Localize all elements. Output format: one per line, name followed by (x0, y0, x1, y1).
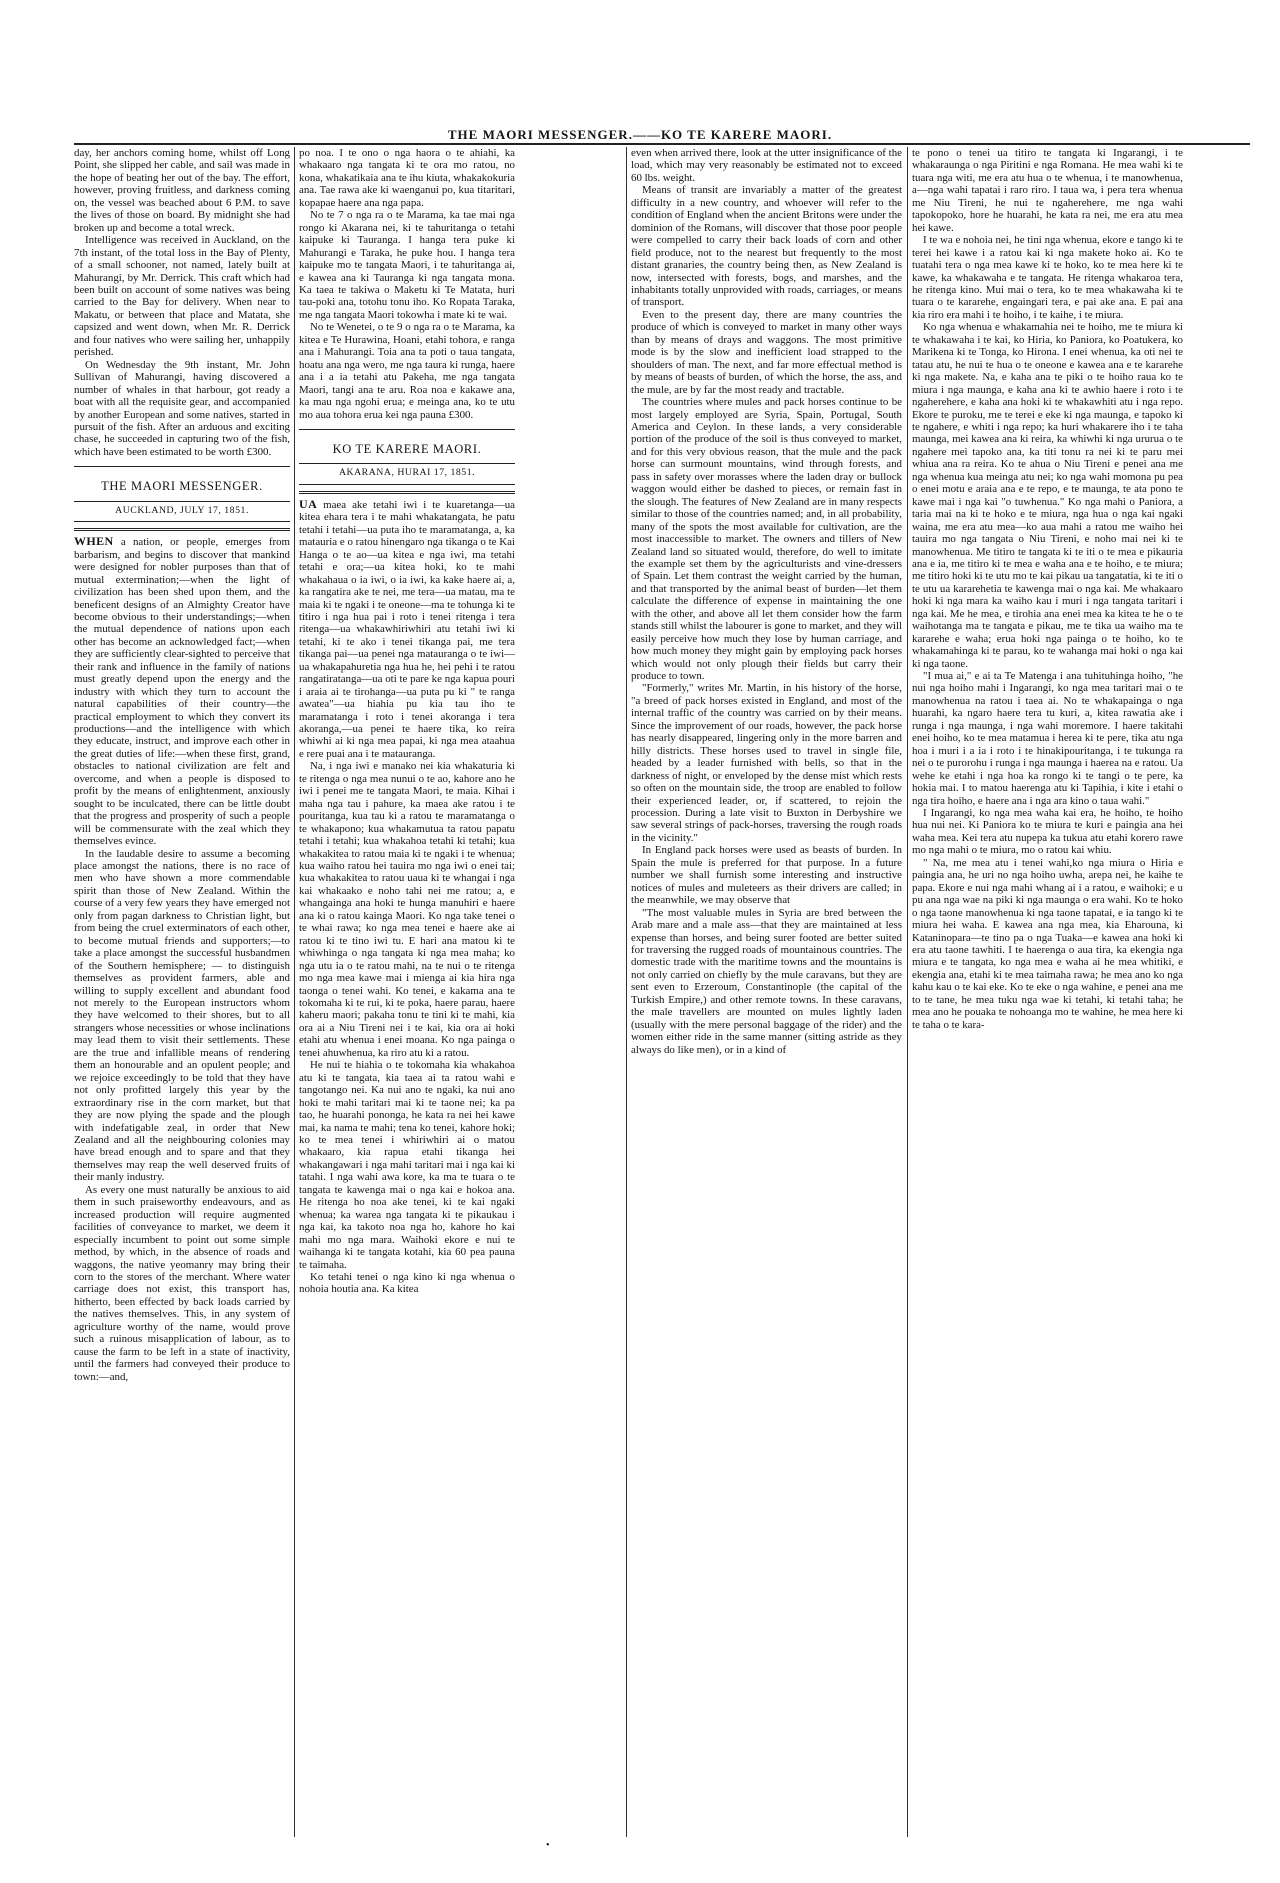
column-rule (626, 147, 627, 1837)
column-rule (907, 147, 908, 1837)
paragraph: Na, i nga iwi e manako nei kia whakaturia ki te ritenga o nga mea nunui o te ao, kahore ano he iwi i penei me te tangata Maori, te maia. Kihai i maha nga tau i pahure, ka maea ake ratou i te pouritanga, kua tau ki a ratou te maramatanga o te whakapono; kua whakamutua ta ratou papatu tetahi i tetahi; kua whakahoa tetahi ki tetahi; kua whakakitea to ratou maia ki te ngaki i te whenua; kua waiho ratou hei tauira mo nga iwi o enei tai; kua whakakitea to ratou uaua ki te whangai i nga kai whakaako e noho tahi nei me ratou; a, e whangainga ana hoki te hunga manuhiri e haere ana ki o ratou kainga Maori. Ko nga take tenei o te whai rawa; ko nga mea tenei e haere ake ai ratou ki te tino iwi tu. E hari ana matou ki te whiwhinga o nga tangata ki nga mea maha; ko nga utu ia o te ratou mahi, na te nui o te ritenga mo nga mea kawe mai i mienga ai kia hira nga taonga o tenei wahi. Ko tenei, e kakama ana te tokomaha ki te rui, ki te poka, haere parau, haere kaheru maori; pakaha tonu te tini ki te mahi, kia ora ai a Niu Tireni nei i te kai, kia ora ai hoki etahi atu whenua i enei moana. Ko nga painga o tenei ahuwhenua, ka riro atu ki a ratou. (299, 760, 515, 1059)
masthead-title: THE MAORI MESSENGER. (74, 470, 290, 501)
paragraph: even when arrived there, look at the utter insignificance of the load, which may very reasonably be estimated not to exceed 60 lbs. weight. (631, 147, 902, 184)
paragraph: On Wednesday the 9th instant, Mr. John Sullivan of Mahurangi, having discovered a number of whales in that harbour, got ready a boat with all the requisite gear, and accompanied by another European and some natives, started in pursuit of the fish. After an arduous and exciting chase, he succeeded in capturing two of the fish, which have been estimated to be worth £300. (74, 358, 290, 458)
paragraph: I te wa e nohoia nei, he tini nga whenua, ekore e tango ki te terei hei kawe i a ratou kai ki nga makete hoko ai. Ko te tuatahi tera o nga mea kawe ki te hoko, ko te mea here ki te kawe, ka whakawaha e te tangata. He ritenga whakaroa tera, he ritenga kino. Mui mai o tera, ko te mea whakawaha ki te tuara o te kararehe, engaingari tera, e pai ake ana. E pai ana kia riro era mahi i te hoiho, i te kaihe, i te miura. (912, 234, 1183, 321)
paragraph: po noa. I te ono o nga haora o te ahiahi, ka whakaaro nga tangata ki te ora mo ratou, no kona, whakatikaia ana te ihu kiuta, whakakokuria ana. Tae rawa ake ki waenganui po, kua titaritari, kopapae haere ana nga papa. (299, 147, 515, 209)
masthead-english (74, 466, 290, 531)
paragraph: Ko tetahi tenei o nga kino ki nga whenua o nohoia houtia ana. Ka kitea (299, 1270, 515, 1296)
lead-text: maea ake tetahi iwi i te kuaretanga—ua kitea ehara tera i te mahi whakatangata, he patu tetahi i tetahi—ua puta iho te maramatanga, a, ka matauria e o ratou hinengaro nga tikanga o te Kai Hanga o te ao—ua kitea e nga iwi, ma tetahi tetahi e ora;—ua kitea hoki, ko te mahi whakahaua o ia iwi, o ia iwi, ka kake haere ai, a, ka rangatira ake te nei, me tera—ua matau, ma te maia ki te ngaki i te oneone—ma te tohunga ki te titiro i nga hua pai i roto i tenei ritenga i tera ritenga—ua whakawhiriwhiri atu tetahi iwi ki tetahi, ki te ako i tenei tikanga pai, me tera tikanga pai—ua penei nga matauranga o te iwi—ua whakapahuretia nga hua he, hei pehi i te ratou rangatiratanga—ua oti te pare ke nga kapua pouri i araia ai te tirohanga—ua puta pu ki " te ranga awatea"—ua hiahia pu kia tau iho te maramatanga i roto i tenei akoranga i tera akoranga,—ua penei te haere tika, ko reira whiwhi ai ki nga mea papai, ki nga mea ataahua e rere puai ana i te matauranga. (299, 498, 515, 760)
paragraph: As every one must naturally be anxious to aid them in such praiseworthy endeavours, and as increased production will require augmented facilities of conveyance to market, we deem it especially incumbent to point out some simple method, by which, in the absence of roads and waggons, the native yeomanry may bring their corn to the stores of the merchant. Where water carriage does not exist, this transport has, hitherto, been effected by back loads carried by the natives themselves. This, in any system of agriculture worthy of the name, would prove such a ruinous misapplication of labour, as to cause the farm to be left in a state of inactivity, until the farmers had conveyed their produce to town:—and, (74, 1183, 290, 1383)
column-rule (294, 147, 295, 1837)
paragraph: Intelligence was received in Auckland, on the 7th instant, of the total loss in the Bay of Plenty, of a small schooner, not named, lately built at Mahurangi, by Mr. Derrick. This craft which had been built on account of some natives was being carried to the Bay for delivery. When near to Makatu, or between that place and Matata, she capsized and went down, when Mr. R. Derrick and four natives who were sailing her, unhappily perished. (74, 234, 290, 359)
column-english-left (74, 147, 290, 1843)
paragraph: No te Wenetei, o te 9 o nga ra o te Marama, ka kitea e Te Hurawina, Hoani, etahi tohora, e ranga ana i Mahurangi. Toia ana ta poti o taua tangata, hoatu ana nga wero, me nga taura ki runga, haere ana i a ia tetahi atu Pakeha, me nga tangata Maori, tangi ana te aru. Roa noa e kakawe ana, ka mau nga ngohi erua; e meinga ana, ko te utu mo aua tohora erua kei nga pauna £300. (299, 321, 515, 421)
paragraph: He nui te hiahia o te tokomaha kia whakahoa atu ki te tangata, kia taea ai ta ratou wahi e tangotango nei. Ka nui ano te ngaki, ka nui ano hoki te mahi taritari mai ki te taone nei; ka pa tao, he huarahi pononga, he kata ra nei hei kawe mai, ka nama te mahi; tena ko tenei, kahore hoki; ko te mea tenei i whiriwhiri ai o matou whakaaro, kia rapua etahi tikanga hei whakangawari i nga mahi taritari mai i nga kai ki tatahi. I nga wahi awa kore, ka ma te tuara o te tangata te kawenga mai o nga kai e hokoa ana. He ritenga ho noa ake tenei, ki te kai ngaki whenua; ka warea nga tangata ki te pikaukau i nga kai, ka takoto noa nga ho, kahore ho kai mahi mo nga mara. Waihoki ekore e nui te waihanga ki te tangata kotahi, kia 60 pea pauna te taimaha. (299, 1059, 515, 1271)
paragraph: No te 7 o nga ra o te Marama, ka tae mai nga rongo ki Akarana nei, ki te tahuritanga o tetahi kaipuke ki Tauranga. I hanga tera puke ki Mahurangi e Taraka, he puke hou. I hanga tera kaipuke mo te tangata Maori, i te tahuritanga ai, e kawea ana ki Tauranga ki nga tangata mona. Ka taea te takiwa o Maketu ki Te Matata, huri tau-poki ana, totohu tonu iho. Ko Ropata Taraka, me nga tangata Maori tokowha i mate ki te wai. (299, 209, 515, 321)
paragraph: te pono o tenei ua titiro te tangata ki Ingarangi, i te whakaraunga o nga Piritini e nga Romana. He mea wahi ki te tuara nga witi, me era atu hua o te whenua, i te manowhenua, a—nga wahi tapatai i raro riro. I taua wa, i pera tera whenua me Niu Tireni, he nui te ngaherehere, me nga wahi tapokopoko, hore he huarahi, he kata ra nei, me era atu mea hei kawe. (912, 147, 1183, 234)
lead-paragraph (299, 498, 515, 761)
paragraph: Even to the present day, there are many countries the produce of which is conveyed to market in many other ways than by means of drays and waggons. The most primitive mode is by the slow and inefficient load strapped to the shoulders of man. The next, and far more effectual method is by means of beasts of burden, of which the horse, the ass, and the mule, are by far the most ready and tractable. (631, 308, 902, 396)
column-english-right (631, 147, 902, 1843)
masthead-dateline: AUCKLAND, JULY 17, 1851. (74, 502, 290, 522)
masthead-maori (299, 429, 515, 494)
paragraph: Means of transit are invariably a matter of the greatest difficulty in a new country, and whoever will refer to the condition of England when the ancient Britons were under the dominion of the Romans, will discover that those poor people were compelled to carry their back loads of corn and other field produce, not to the nearest but frequently to the most distant granaries, the country being then, as New Zealand is now, intersected with forests, bogs, and marshes, and the inhabitants totally unprovided with roads, carriages, or means of transport. (631, 184, 902, 309)
lead-word: UA (299, 496, 318, 511)
lead-text: a nation, or people, emerges from barbarism, and begins to discover that mankind were designed for nobler purposes than that of mutual extermination;—when the light of civilization has been shed upon them, and the beneficent designs of an Almighty Creator have become obvious to their understandings;—when the mutual dependence of nations upon each other has become an acknowledged fact;—when they are sufficiently clear-sighted to perceive that their rank and influence in the family of nations must greatly depend upon the energy and the industry with which they turn to account the natural capabilities of their country—the practical employment to which they convert its productions—and the intelligence with which they educate, instruct, and improve each other in the great duties of life:—when these first, grand, obstacles to national civilization are felt and overcome, and when a people is disposed to profit by the means of enlightenment, anxiously sought to be inculcated, there can be little doubt that the progress and prosperity of such a people will be commensurate with the zeal which they themselves evince. (74, 536, 290, 848)
paragraph: In the laudable desire to assume a becoming place amongst the nations, there is no race of men who have shown a more commendable spirit than those of New Zealand. Within the course of a very few years they have emerged not only from pagan darkness to Christian light, but from being the cruel exterminators of each other, to become mutual friends and supporters;—to take a place amongst the successful husbandmen of the Southern hemisphere; — to distinguish themselves as provident farmers, able and willing to supply excellent and abundant food not merely to the European instructors whom they have welcomed to their shores, but to all strangers whose necessities or whose inclinations may lead them to visit their settlements. These are the true and infallible means of rendering them an honourable and an opulent people; and we rejoice exceedingly to be told that they have not only profitted largely this year by the extraordinary rise in the corn market, but that they are now plying the spade and the plough with indefatigable zeal, in order that New Zealand and all the neighbouring colonies may have bread enough and to spare and that they themselves may reap the well deserved fruits of their manly industry. (74, 847, 290, 1184)
masthead-dateline: AKARANA, HURAI 17, 1851. (299, 464, 515, 484)
paragraph: The countries where mules and pack horses continue to be most largely employed are Syria, Spain, Portugal, South America and Ceylon. In these lands, a very considerable portion of the produce of the soil is thus conveyed to market, and for this very obvious reason, that the mule and the pack horse can surmount mountains, wind through forests, and pass in safety over morasses where the laden dray or bullock waggon would either be dashed to pieces, or remain fast in the slough. The features of New Zealand are in many respects similar to those of the countries named; and, in all probability, many of the spots the most available for cultivation, are the most inaccessible to market. The owners and tillers of New Zealand land so situated would, therefore, do well to imitate the example set them by the agriculturists and vine-dressers of Spain. Let them contrast the weight carried by the human, and that transported by the animal beast of burden—let them calculate the difference of expense in maintaining the one with the other, and above all let them consider how the farm stands still whilst the labourer is gone to market, and they will easily perceive how much they lose by human carriage, and how much money they might gain by employing pack horses which would not only plough their fields but carry their produce to town. (631, 396, 902, 683)
paragraph: "Formerly," writes Mr. Martin, in his history of the horse, "a breed of pack horses existed in England, and most of the internal traffic of the country was carried on by their means. Since the improvement of our roads, however, the pack horse has nearly disappeared, lingering only in the more barren and hilly districts. These horses used to travel in single file, headed by a leader furnished with bells, so that in the darkness of night, or enveloped by the dense mist which rests so often on the mountain side, the troop are enabled to follow their experienced leader, or, if scattered, to rejoin the procession. During a late visit to Buxton in Derbyshire we saw several strings of pack-horses, traversing the rough roads in the vicinity." (631, 682, 902, 844)
running-head: THE MAORI MESSENGER.——KO TE KARERE MAORI. (447, 127, 833, 142)
masthead-title: KO TE KARERE MAORI. (299, 433, 515, 464)
lead-paragraph (74, 535, 290, 847)
paragraph: Ko nga whenua e whakamahia nei te hoiho, me te miura ki te whakawaha i te kai, ko Hiria, ko Paniora, ko Poatukera, ko Marikena ki te Tonga, ko Hirona. I enei whenua, ka oti nei te tatau atu, he nui te hua o te oneone e kawea ana e te kararehe ki nga makete. Na, e kaha ana te piki o te hoiho raua ko te miura i nga maunga, e kaha ana ki te awhio haere i roto i te ngaherehere, e kaha ana hoki ki te whakawhiti atu i nga repo. Ekore te puroku, me te terei e eke ki nga maunga, e tapoko ki te ngahere, e whiti i nga repo; ka huri whakarere iho i te taha maunga, mei kawea ana ki reira, ka whiwhi ki nga ururua o te ngahere mei tapoko ana, ka titi tonu ra nei ki te paru mei whiua ana ra reira. Ko te ahua o Niu Tireni e penei ana me nga whenua kua meinga atu nei; ko nga wahi momona pu pea o enei motu e araia ana e te repo, e te maunga, te ata pono te kawe mai i nga kai "o tuwhenua." Ko nga mahi o Paniora, a taria mai na ki te hoko e te miura, nga hua o nga kai ngaki waina, me era atu mea—ko aua mahi a ratou me waiho hei tauira mo nga tangata o Niu Tireni, e noho mai nei ki te manowhenua. Me titiro te tangata ki te iti o te mea e pikauria ana e ia, me titiro ki te mea e waha ana e te hoiho, e te miura; me titiro hoki ki te utu mo te kai pikau ua tangatatia, ki te iti o te utu ua kararehetia te kawenga mai o nga kai. Me whakaaro hoki ki nga mara ka waiho kau i muri i nga tangata taritari i nga kai. Me he mea, e tirohia ana enei mea ka kitea te he o te waihotanga ma te tangata e pikau, me te tika ua waiho ma te kararehe e waha; erua hoki nga painga o te hoiho, ko te whakamahinga ki te parau, ko te wahanga mai hoki o nga kai ki nga taone. (912, 321, 1183, 670)
lead-word: WHEN (74, 534, 114, 549)
footer-mark: • (546, 1840, 550, 1851)
paragraph: " Na, me mea atu i tenei wahi,ko nga miura o Hiria e paingia ana, he uri no nga hoiho uwha, arepa nei, he kaihe te papa. Ekore e nui nga mahi whang ai i a ratou, e waihoki; e u pu ana nga wae na piki ki nga maunga o era wahi. Ko te hoko o nga taone manowhenua ki nga taone tapatai, e ia tango ki te miura hei waha. E kawea ana nga mea, kia Eharouna, ki Kataninopara—te tino pa o nga Tuaka—e kawea ana hoki ki era atu taone tawhiti. I te haerenga o aua tira, ka ekengia nga miura e te tangata, ko nga mea e waha ai he mea whitiki, e ekengia ana, etahi ki te mea taimaha rawa; he mea ano ko nga kahu kau o te kai eke. Ko te eke o nga wahine, e penei ana me to te tane, he mea tuku nga wae ki tetahi, ki tetahi taha; he mea ano he pouaka te nohoanga mo te wahine, he mea here ki te taha o te kara- (912, 856, 1183, 1031)
paragraph: "I mua ai," e ai ta Te Matenga i ana tuhituhinga hoiho, "he nui nga hoiho mahi i Ingarangi, ko nga mea taritari mai o te manowhenua na ratou i taea ai. No te whakapainga o nga huarahi, ka ngaro haere tera tu kuri, a, kitea rawatia ake i runga i nga maunga, i nga wahi moremore. I haere takitahi enei hoiho, ko te mea matamua i herea ki te pere, tika atu nga hoa i muri i a ia i roto i te hinakipouritanga, i te tukunga ra nei o te purorohu i runga i nga maunga i haerea na e ratou. Ua wehe ke etahi i nga hoa ka rongo ki te tangi o te pere, ka hokia mai. I to matou haerenga atu ki Tapihia, i kite i etahi o nga tira hoiho, e haere ana i nga ara kino o taua wahi." (912, 670, 1183, 807)
column-maori-right (912, 147, 1183, 1843)
paragraph: In England pack horses were used as beasts of burden. In Spain the mule is preferred for that purpose. In a future number we shall furnish some interesting and instructive notices of mules and muleteers as their drivers are called; in the meanwhile, we may observe that (631, 844, 902, 907)
header-rule (74, 143, 1250, 145)
column-maori-left (299, 147, 515, 1843)
paragraph: I Ingarangi, ko nga mea waha kai era, he hoiho, te hoiho hua nui nei. Ki Paniora ko te miura te kuri e paingia ana hei waha mea. Kei tera atu nupepa ka tukua atu etahi korero rawe mo nga mahi o te miura, mo o ratou kai whiu. (912, 807, 1183, 857)
paragraph: "The most valuable mules in Syria are bred between the Arab mare and a male ass—that they are maintained at less expense than horses, and being surer footed are better suited for traversing the rugged roads of mountainous countries. The domestic trade with the maritime towns and the mountains is not only carried on chiefly by the mule caravans, but they are sent even to Erzeroum, Constantinople (the capital of the Turkish Empire,) and other remote towns. In these caravans, the male travellers are mounted on mules lightly laden (usually with the mere personal baggage of the rider) and the women either ride in the same manner (sitting astride as they always do like men), or in a kind of (631, 906, 902, 1056)
paragraph: day, her anchors coming home, whilst off Long Point, she slipped her cable, and sail was made in the hope of beating her out of the bay. The effort, however, proving fruitless, and darkness coming on, the vessel was beached about 6 P.M. to save the lives of those on board. By midnight she had broken up and become a total wreck. (74, 147, 290, 234)
